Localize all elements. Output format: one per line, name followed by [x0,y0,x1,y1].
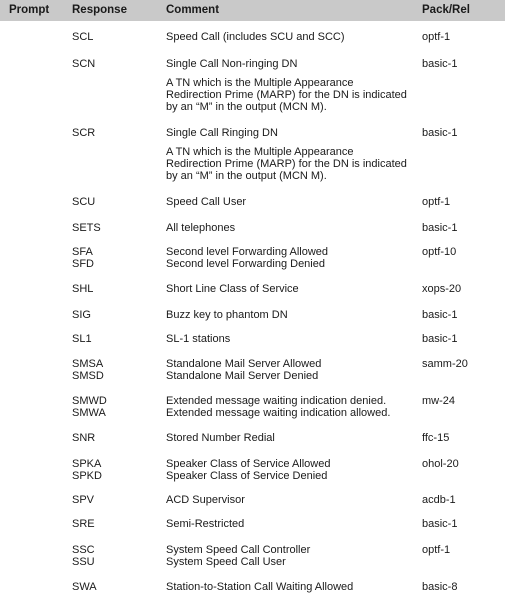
response-value: SRE [72,518,95,530]
response-value: SMWD [72,395,107,407]
response-cell [72,127,95,139]
response-cell [72,196,95,208]
pack-rel-value: mw-24 [422,395,456,407]
header-comment: Comment [166,4,220,16]
response-value: SMSD [72,370,104,382]
comment-text: Stored Number Redial [166,432,275,444]
pack-rel-value: basic-1 [422,309,458,321]
response-value: SL1 [72,333,92,345]
response-cell [72,58,95,70]
response-cell [72,246,94,270]
response-cell [72,494,94,506]
response-value: SPKA [72,458,102,470]
comment-note-line: by an “M” in the output (MCN M). [166,170,327,182]
pack-rel-value: basic-1 [422,58,458,70]
comment-text: Short Line Class of Service [166,283,299,295]
comment-note-line: Redirection Prime (MARP) for the DN is indicated [166,158,407,170]
comment-text: Buzz key to phantom DN [166,309,288,321]
comment-text: ACD Supervisor [166,494,245,506]
response-value: SPV [72,494,95,506]
comment-cell [166,58,407,113]
comment-cell [166,544,310,568]
response-value: SFA [72,246,93,258]
response-cell [72,31,93,43]
comment-text: Speed Call User [166,196,247,208]
response-value: SSC [72,544,95,556]
comment-text: Speaker Class of Service Allowed [166,458,331,470]
comment-text: Standalone Mail Server Allowed [166,358,322,370]
pack-rel-value: basic-1 [422,222,458,234]
header-prompt: Prompt [9,4,50,16]
pack-rel-value: basic-1 [422,518,458,530]
comment-text: Single Call Ringing DN [166,127,278,139]
pack-rel-value: basic-8 [422,581,458,593]
response-value: SFD [72,258,94,270]
response-value: SPKD [72,470,102,482]
response-cell [72,518,95,530]
comment-text: All telephones [166,222,236,234]
comment-text: Second level Forwarding Denied [166,258,325,270]
comment-text: Extended message waiting indication allowed. [166,407,391,419]
pack-rel-value: acdb-1 [422,494,456,506]
comment-cell [166,309,288,321]
comment-text: Single Call Non-ringing DN [166,58,298,70]
comment-text: Standalone Mail Server Denied [166,370,319,382]
pack-rel-value: xops-20 [422,283,462,295]
response-value: SCL [72,31,94,43]
comment-note-line: Redirection Prime (MARP) for the DN is indicated [166,89,407,101]
response-cell [72,333,92,345]
response-value: SWA [72,581,97,593]
header-response: Response [72,4,127,16]
comment-note [166,77,407,113]
comment-text: Station-to-Station Call Waiting Allowed [166,581,354,593]
comment-cell [166,581,353,593]
comment-cell [166,283,299,295]
comment-cell [166,31,345,43]
response-cell [72,283,93,295]
pack-rel-value: basic-1 [422,127,458,139]
response-cell [72,581,97,593]
response-cell [72,544,95,568]
table-header [0,0,505,21]
pack-rel-value: optf-10 [422,246,457,258]
pack-rel-value: optf-1 [422,196,451,208]
comment-text: Second level Forwarding Allowed [166,246,329,258]
comment-cell [166,494,245,506]
response-cell [72,458,102,482]
comment-cell [166,358,321,382]
response-value: SCN [72,58,96,70]
response-cell [72,222,101,234]
response-cell [72,358,104,382]
comment-cell [166,127,407,182]
comment-cell [166,196,246,208]
pack-rel-value: ffc-15 [422,432,450,444]
response-cell [72,309,91,321]
comment-cell [166,333,230,345]
comment-cell [166,518,244,530]
pack-rel-value: samm-20 [422,358,468,370]
comment-cell [166,458,330,482]
response-value: SHL [72,283,94,295]
comment-text: SL-1 stations [166,333,231,345]
response-value: SCU [72,196,96,208]
pack-rel-value: optf-1 [422,31,451,43]
response-cell [72,432,95,444]
comment-text: System Speed Call User [166,556,286,568]
response-value: SCR [72,127,96,139]
response-value: SMWA [72,407,106,419]
comment-cell [166,395,390,419]
pack-rel-value: ohol-20 [422,458,459,470]
header-pack-rel: Pack/Rel [422,4,470,16]
comment-text: Speaker Class of Service Denied [166,470,328,482]
response-value: SNR [72,432,96,444]
pack-rel-value: optf-1 [422,544,451,556]
comment-cell [166,432,275,444]
comment-cell [166,222,235,234]
response-cell [72,395,107,419]
response-value: SETS [72,222,101,234]
comment-note-line: by an “M” in the output (MCN M). [166,101,327,113]
comment-text: Semi-Restricted [166,518,245,530]
response-value: SIG [72,309,91,321]
response-value: SMSA [72,358,104,370]
comment-text: Speed Call (includes SCU and SCC) [166,31,345,43]
response-value: SSU [72,556,95,568]
comment-note-line: A TN which is the Multiple Appearance [166,146,354,158]
pack-rel-value: basic-1 [422,333,458,345]
comment-cell [166,246,328,270]
comment-note-line: A TN which is the Multiple Appearance [166,77,354,89]
comment-text: System Speed Call Controller [166,544,311,556]
comment-text: Extended message waiting indication denied. [166,395,387,407]
comment-note [166,146,407,182]
